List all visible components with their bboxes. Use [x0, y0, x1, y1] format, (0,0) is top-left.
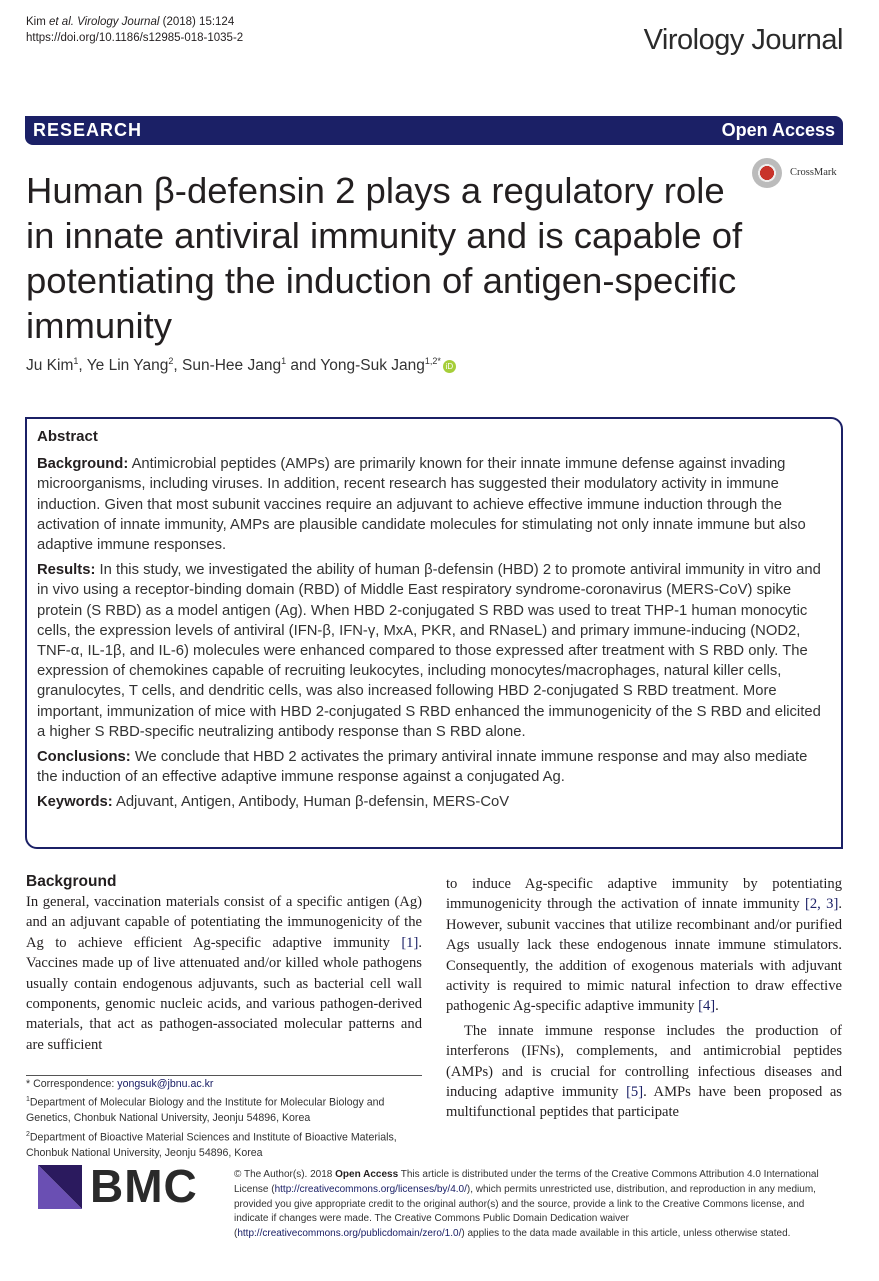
body-text: . However, subunit vaccines that utilize recombinant and/or purified Ags usually lack these endogenous innate immune stimulators. Consequently, the addition of exogenous materials with adjuvant activity is required to mimic natural infection to draw effective pathogenic Ag-specific adaptive immunity	[446, 896, 842, 1015]
bmc-logo	[38, 1160, 218, 1212]
body-text: . Vaccines made up of live attenuated and/or killed whole pathogens usually contain endogenous adjuvants, such as bacterial cell wall components, genomic nucleic acids, and various pathogen-derived materials, that act as pathogen-associated molecular patterns and are sufficient	[26, 934, 422, 1053]
body-paragraph	[26, 892, 422, 1055]
body-text: . AMPs have been proposed as multifunctional peptides that participate	[446, 1084, 842, 1121]
citation-authors: Kim	[26, 16, 46, 28]
correspondence-email[interactable]: yongsuk@jbnu.ac.kr	[117, 1078, 214, 1090]
citation-journal: et al. Virology Journal	[49, 16, 160, 28]
author-name[interactable]: Ye Lin Yang	[86, 357, 169, 375]
orcid-icon[interactable]: iD	[443, 360, 456, 373]
abstract-background	[37, 454, 827, 555]
results-label: Results:	[37, 562, 96, 579]
citation-ref[interactable]: [2, 3]	[804, 896, 839, 913]
license-statement	[234, 1168, 830, 1242]
abstract-keywords	[37, 792, 827, 812]
body-text: The innate immune response includes the production of interferons (IFNs), complements, and antimicrobial peptides (AMPs) and is crucial for controlling infectious diseases and inducing adaptive immunity	[446, 1022, 842, 1101]
footnotes	[26, 1077, 422, 1161]
results-text: In this study, we investigated the ability of human β-defensin (HBD) 2 to promote antiviral immunity in vitro and in vivo using a receptor-binding domain (RBD) of Middle East respiratory syndrome-coronavirus (MERS-CoV) spike protein (S RBD) as a model antigen (Ag). When HBD 2-conjugated S RBD was used to treat THP-1 human monocytic cells, the expression levels of antiviral (IFN-β, IFN-γ, MxA, PKR, and RNaseL) and primary immune-inducing (NOD2, TNF-α, IL-1β, and IL-6) molecules were enhanced compared to those expressed after treatment with S RBD only. The expression of chemokines capable of recruiting leukocytes, including monocytes/macrophages, natural killer cells, granulocytes, T cells, and dendritic cells, was also increased following HBD 2-conjugated S RBD treatment. More important, immunization of mice with HBD 2-conjugated S RBD enhanced the immunogenicity of the S RBD and elicited a higher S RBD-specific neutralizing antibody response than S RBD alone.	[37, 562, 821, 740]
body-text: In general, vaccination materials consist of a specific antigen (Ag) and an adjuvant capable of potentiating the immunogenicity of the Ag to achieve efficient Ag-specific adaptive immunity	[26, 894, 422, 951]
abstract-conclusions	[37, 747, 827, 787]
doi-link[interactable]: https://doi.org/10.1186/s12985-018-1035-2	[26, 32, 244, 44]
affiliation-number: 1	[26, 1096, 30, 1104]
author-affiliation: 2	[168, 356, 174, 366]
affiliation-text: Department of Bioactive Material Sciences and Institute of Bioactive Materials, Chonbuk National University, Jeonju 54896, Korea	[26, 1131, 397, 1159]
correspondence-note	[26, 1077, 422, 1092]
conclusions-label: Conclusions:	[37, 749, 131, 766]
article-type-banner	[25, 116, 843, 145]
correspondence-label: * Correspondence:	[26, 1078, 118, 1090]
author-separator: ,	[173, 357, 182, 375]
author-affiliation: 1,2*	[424, 356, 441, 366]
author-affiliation: 1	[281, 356, 287, 366]
affiliation-note	[26, 1127, 422, 1161]
body-column-right	[446, 874, 842, 1123]
author-name[interactable]: Sun-Hee Jang	[181, 357, 282, 375]
citation-ref[interactable]: [4]	[698, 998, 716, 1015]
abstract-heading: Abstract	[37, 428, 98, 445]
body-paragraph	[446, 1021, 842, 1123]
bmc-logo-text: BMC	[90, 1160, 198, 1212]
keywords-text: Adjuvant, Antigen, Antibody, Human β-defensin, MERS-CoV	[115, 794, 510, 811]
citation-year: (2018) 15:124	[162, 16, 235, 28]
background-label: Background:	[37, 456, 129, 473]
affiliation-number: 2	[26, 1130, 30, 1138]
author-name[interactable]: Ju Kim	[26, 357, 74, 375]
affiliation-note	[26, 1092, 422, 1126]
abstract-results	[37, 560, 827, 742]
open-access-label-inline: Open Access	[335, 1169, 399, 1180]
author-name[interactable]: Yong-Suk Jang	[320, 357, 425, 375]
section-heading-background: Background	[26, 873, 117, 890]
citation-ref[interactable]: [5]	[626, 1084, 644, 1101]
author-separator: ,	[78, 357, 87, 375]
body-text: to induce Ag-specific adaptive immunity by potentiating immunogenicity through the activation of innate immunity	[446, 876, 842, 913]
license-text: © The Author(s). 2018	[234, 1169, 336, 1180]
article-type-label: RESEARCH	[33, 120, 143, 140]
footnote-divider	[26, 1075, 422, 1076]
background-text: Antimicrobial peptides (AMPs) are primarily known for their innate immune defense against invading microorganisms, including viruses. In addition, recent research has suggested their modulatory activity in immune induction. Given that most subunit vaccines require an adjuvant to achieve effective immune induction through the activation of innate immunity, AMPs are plausible candidate molecules for stimulating not only innate immune but also adaptive immune responses.	[37, 456, 806, 554]
license-text: ), which permits unrestricted use, distribution, and reproduction in any medium, provided you give appropriate credit to the original author(s) and the source, provide a link to the Creative Commons license, and indicate if changes were made. The Creative Commons Public Domain Dedication waiver (	[234, 1183, 816, 1240]
license-text: This article is distributed under the terms of the Creative Commons Attribution 4.0 International License (	[234, 1169, 819, 1195]
conclusions-text: We conclude that HBD 2 activates the primary antiviral innate immune response and may also mediate the induction of an effective adaptive immune response against a conjugated Ag.	[37, 749, 808, 786]
body-paragraph	[446, 874, 842, 1017]
body-text: .	[715, 998, 719, 1015]
license-text: ) applies to the data made available in this article, unless otherwise stated.	[461, 1228, 791, 1240]
author-affiliation: 1	[73, 356, 79, 366]
body-column-left	[26, 872, 422, 1055]
abstract-box	[25, 417, 843, 849]
author-list	[26, 356, 456, 375]
crossmark-badge[interactable]	[752, 158, 872, 192]
crossmark-icon	[752, 158, 782, 188]
license-link[interactable]: http://creativecommons.org/licenses/by/4.0/	[274, 1183, 467, 1195]
author-separator: and	[286, 357, 321, 375]
article-title: Human β-defensin 2 plays a regulatory role in innate antiviral immunity and is capable of potentiating the induction of antigen-specific immunity	[26, 170, 743, 346]
open-access-label: Open Access	[721, 120, 835, 140]
keywords-label: Keywords:	[37, 794, 113, 811]
public-domain-link[interactable]: http://creativecommons.org/publicdomain/zero/1.0/	[237, 1228, 462, 1240]
crossmark-label: CrossMark	[790, 167, 837, 178]
journal-name: Virology Journal	[643, 24, 843, 56]
citation-ref[interactable]: [1]	[401, 934, 419, 951]
bmc-logo-mark-icon	[38, 1165, 82, 1209]
citation-header	[26, 14, 243, 46]
affiliation-text: Department of Molecular Biology and the Institute for Molecular Biology and Genetics, Chonbuk National University, Jeonju 54896, Korea	[26, 1096, 385, 1125]
